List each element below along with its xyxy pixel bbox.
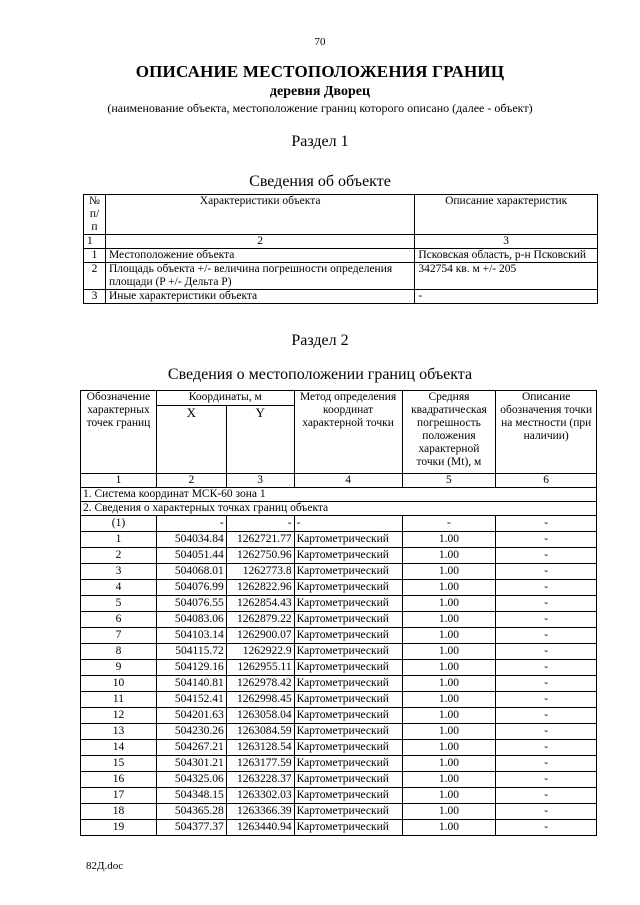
point-method: Картометрический bbox=[294, 628, 402, 644]
col-number: 1 bbox=[81, 474, 157, 488]
point-y: 1263128.54 bbox=[226, 740, 294, 756]
point-method: Картометрический bbox=[294, 692, 402, 708]
point-method: Картометрический bbox=[294, 740, 402, 756]
point-description: - bbox=[496, 756, 597, 772]
point-description: - bbox=[496, 660, 597, 676]
point-x: 504267.21 bbox=[156, 740, 226, 756]
point-mt: 1.00 bbox=[402, 724, 496, 740]
point-y: 1262978.42 bbox=[226, 676, 294, 692]
point-id: 2 bbox=[81, 548, 157, 564]
point-description: - bbox=[496, 532, 597, 548]
point-x: 504325.06 bbox=[156, 772, 226, 788]
point-y: 1263177.59 bbox=[226, 756, 294, 772]
col-number: 5 bbox=[402, 474, 496, 488]
point-mt: 1.00 bbox=[402, 596, 496, 612]
point-id: 7 bbox=[81, 628, 157, 644]
point-mt: 1.00 bbox=[402, 772, 496, 788]
point-x: 504201.63 bbox=[156, 708, 226, 724]
point-id: 16 bbox=[81, 772, 157, 788]
point-method: Картометрический bbox=[294, 612, 402, 628]
point-description: - bbox=[496, 676, 597, 692]
table-row bbox=[81, 820, 597, 836]
point-mt: - bbox=[402, 516, 496, 532]
point-x: 504377.37 bbox=[156, 820, 226, 836]
point-description: - bbox=[496, 724, 597, 740]
header-description: Описание характеристик bbox=[415, 195, 598, 235]
row-num: 1 bbox=[84, 249, 106, 263]
point-description: - bbox=[496, 580, 597, 596]
point-method: Картометрический bbox=[294, 820, 402, 836]
point-method: Картометрический bbox=[294, 724, 402, 740]
point-id: 1 bbox=[81, 532, 157, 548]
point-method: Картометрический bbox=[294, 580, 402, 596]
point-x: 504068.01 bbox=[156, 564, 226, 580]
point-mt: 1.00 bbox=[402, 756, 496, 772]
point-method: Картометрический bbox=[294, 532, 402, 548]
point-id: 6 bbox=[81, 612, 157, 628]
point-y: 1262900.07 bbox=[226, 628, 294, 644]
point-description: - bbox=[496, 708, 597, 724]
point-description: - bbox=[496, 516, 597, 532]
point-id: 9 bbox=[81, 660, 157, 676]
point-description: - bbox=[496, 820, 597, 836]
point-description: - bbox=[496, 628, 597, 644]
point-x: 504103.14 bbox=[156, 628, 226, 644]
header-coordinates: Координаты, м bbox=[156, 391, 294, 406]
table-row bbox=[81, 676, 597, 692]
point-id: 13 bbox=[81, 724, 157, 740]
point-mt: 1.00 bbox=[402, 532, 496, 548]
object-description: (наименование объекта, местоположение границ которого описано (далее - объект) bbox=[107, 101, 533, 115]
point-x: 504230.26 bbox=[156, 724, 226, 740]
table-row bbox=[81, 724, 597, 740]
table-row bbox=[84, 290, 598, 304]
table-row bbox=[81, 548, 597, 564]
point-x: 504348.15 bbox=[156, 788, 226, 804]
point-x: 504083.06 bbox=[156, 612, 226, 628]
section1-heading: Раздел 1 bbox=[291, 133, 349, 150]
point-id: (1) bbox=[81, 516, 157, 532]
row-description: Псковская область, р-н Псковский bbox=[415, 249, 598, 263]
table-header-row bbox=[84, 195, 598, 235]
point-y: 1263302.03 bbox=[226, 788, 294, 804]
point-id: 8 bbox=[81, 644, 157, 660]
table-row bbox=[81, 516, 597, 532]
point-x: 504051.44 bbox=[156, 548, 226, 564]
point-description: - bbox=[496, 564, 597, 580]
point-mt: 1.00 bbox=[402, 740, 496, 756]
point-mt: 1.00 bbox=[402, 804, 496, 820]
point-x: 504129.16 bbox=[156, 660, 226, 676]
point-y: 1262998.45 bbox=[226, 692, 294, 708]
point-method: Картометрический bbox=[294, 756, 402, 772]
point-description: - bbox=[496, 740, 597, 756]
header-characteristic: Характеристики объекта bbox=[105, 195, 414, 235]
object-name: деревня Дворец bbox=[269, 84, 371, 99]
row-description: - bbox=[415, 290, 598, 304]
col-number: 3 bbox=[226, 474, 294, 488]
page-number: 70 bbox=[314, 36, 326, 48]
col-number: 4 bbox=[294, 474, 402, 488]
point-description: - bbox=[496, 548, 597, 564]
point-y: 1262822.96 bbox=[226, 580, 294, 596]
point-id: 4 bbox=[81, 580, 157, 596]
point-description: - bbox=[496, 596, 597, 612]
point-id: 10 bbox=[81, 676, 157, 692]
header-method: Метод определения координат характерной точки bbox=[294, 391, 402, 474]
point-mt: 1.00 bbox=[402, 548, 496, 564]
file-name: 82Д.doc bbox=[86, 860, 124, 872]
table-row bbox=[81, 644, 597, 660]
table-row bbox=[81, 596, 597, 612]
table-header-row bbox=[81, 391, 597, 406]
section1-title: Сведения об объекте bbox=[249, 173, 391, 190]
point-id: 3 bbox=[81, 564, 157, 580]
point-description: - bbox=[496, 692, 597, 708]
col-number: 1 bbox=[84, 235, 106, 249]
col-number: 2 bbox=[105, 235, 414, 249]
point-mt: 1.00 bbox=[402, 612, 496, 628]
point-y: - bbox=[226, 516, 294, 532]
point-mt: 1.00 bbox=[402, 660, 496, 676]
coord-system-row bbox=[81, 488, 597, 502]
point-x: 504076.55 bbox=[156, 596, 226, 612]
table-row bbox=[81, 532, 597, 548]
point-method: Картометрический bbox=[294, 804, 402, 820]
point-mt: 1.00 bbox=[402, 708, 496, 724]
point-x: 504140.81 bbox=[156, 676, 226, 692]
point-y: 1262879.22 bbox=[226, 612, 294, 628]
col-number: 2 bbox=[156, 474, 226, 488]
point-method: Картометрический bbox=[294, 596, 402, 612]
row-num: 2 bbox=[84, 263, 106, 290]
table-row bbox=[81, 692, 597, 708]
point-mt: 1.00 bbox=[402, 644, 496, 660]
col-number: 3 bbox=[415, 235, 598, 249]
point-mt: 1.00 bbox=[402, 820, 496, 836]
object-info-table bbox=[83, 194, 598, 304]
table-row bbox=[81, 740, 597, 756]
header-point-description: Описание обозначения точки на местности (при наличии) bbox=[496, 391, 597, 474]
point-id: 11 bbox=[81, 692, 157, 708]
point-method: Картометрический bbox=[294, 644, 402, 660]
point-method: Картометрический bbox=[294, 788, 402, 804]
point-x: 504076.99 bbox=[156, 580, 226, 596]
table-row bbox=[81, 804, 597, 820]
col-number: 6 bbox=[496, 474, 597, 488]
point-description: - bbox=[496, 788, 597, 804]
point-id: 18 bbox=[81, 804, 157, 820]
table-row bbox=[81, 580, 597, 596]
point-y: 1263366.39 bbox=[226, 804, 294, 820]
table-row bbox=[81, 564, 597, 580]
point-mt: 1.00 bbox=[402, 580, 496, 596]
point-mt: 1.00 bbox=[402, 676, 496, 692]
table-row bbox=[84, 249, 598, 263]
header-designation: Обозначение характерных точек границ bbox=[81, 391, 157, 474]
document-title: ОПИСАНИЕ МЕСТОПОЛОЖЕНИЯ ГРАНИЦ bbox=[135, 62, 505, 81]
point-id: 12 bbox=[81, 708, 157, 724]
point-method: Картометрический bbox=[294, 772, 402, 788]
header-error: Средняя квадратическая погрешность положения характерной точки (Mt), м bbox=[402, 391, 496, 474]
table-row bbox=[81, 772, 597, 788]
point-method: Картометрический bbox=[294, 548, 402, 564]
column-number-row bbox=[84, 235, 598, 249]
table-row bbox=[84, 263, 598, 290]
point-y: 1263440.94 bbox=[226, 820, 294, 836]
point-mt: 1.00 bbox=[402, 692, 496, 708]
point-description: - bbox=[496, 644, 597, 660]
point-x: 504301.21 bbox=[156, 756, 226, 772]
header-y: Y bbox=[226, 406, 294, 474]
point-id: 17 bbox=[81, 788, 157, 804]
point-y: 1262955.11 bbox=[226, 660, 294, 676]
row-num: 3 bbox=[84, 290, 106, 304]
section2-heading: Раздел 2 bbox=[291, 332, 349, 349]
table-row bbox=[81, 612, 597, 628]
row-characteristic: Площадь объекта +/- величина погрешности определения площади (P +/- Дельта P) bbox=[105, 263, 414, 290]
table-row bbox=[81, 708, 597, 724]
point-method: Картометрический bbox=[294, 676, 402, 692]
points-caption-row bbox=[81, 502, 597, 516]
table-row bbox=[81, 788, 597, 804]
header-x: X bbox=[156, 406, 226, 474]
column-number-row bbox=[81, 474, 597, 488]
table-row bbox=[81, 756, 597, 772]
points-caption: 2. Сведения о характерных точках границ объекта bbox=[81, 502, 597, 516]
point-method: - bbox=[294, 516, 402, 532]
section2-title: Сведения о местоположении границ объекта bbox=[167, 366, 473, 383]
point-y: 1263228.37 bbox=[226, 772, 294, 788]
point-x: 504115.72 bbox=[156, 644, 226, 660]
point-id: 19 bbox=[81, 820, 157, 836]
point-y: 1263058.04 bbox=[226, 708, 294, 724]
point-method: Картометрический bbox=[294, 564, 402, 580]
point-mt: 1.00 bbox=[402, 628, 496, 644]
point-y: 1262922.9 bbox=[226, 644, 294, 660]
point-x: 504152.41 bbox=[156, 692, 226, 708]
point-x: 504034.84 bbox=[156, 532, 226, 548]
header-num: № п/п bbox=[84, 195, 106, 235]
point-id: 14 bbox=[81, 740, 157, 756]
point-y: 1262721.77 bbox=[226, 532, 294, 548]
table-row bbox=[81, 628, 597, 644]
point-y: 1262773.8 bbox=[226, 564, 294, 580]
point-id: 15 bbox=[81, 756, 157, 772]
point-description: - bbox=[496, 612, 597, 628]
point-description: - bbox=[496, 804, 597, 820]
point-y: 1263084.59 bbox=[226, 724, 294, 740]
point-x: 504365.28 bbox=[156, 804, 226, 820]
row-description: 342754 кв. м +/- 205 bbox=[415, 263, 598, 290]
point-y: 1262854.43 bbox=[226, 596, 294, 612]
row-characteristic: Местоположение объекта bbox=[105, 249, 414, 263]
point-mt: 1.00 bbox=[402, 788, 496, 804]
point-mt: 1.00 bbox=[402, 564, 496, 580]
coord-system: 1. Система координат МСК-60 зона 1 bbox=[81, 488, 597, 502]
row-characteristic: Иные характеристики объекта bbox=[105, 290, 414, 304]
point-method: Картометрический bbox=[294, 708, 402, 724]
point-id: 5 bbox=[81, 596, 157, 612]
point-x: - bbox=[156, 516, 226, 532]
point-description: - bbox=[496, 772, 597, 788]
point-y: 1262750.96 bbox=[226, 548, 294, 564]
point-method: Картометрический bbox=[294, 660, 402, 676]
boundary-points-table bbox=[80, 390, 597, 836]
table-row bbox=[81, 660, 597, 676]
